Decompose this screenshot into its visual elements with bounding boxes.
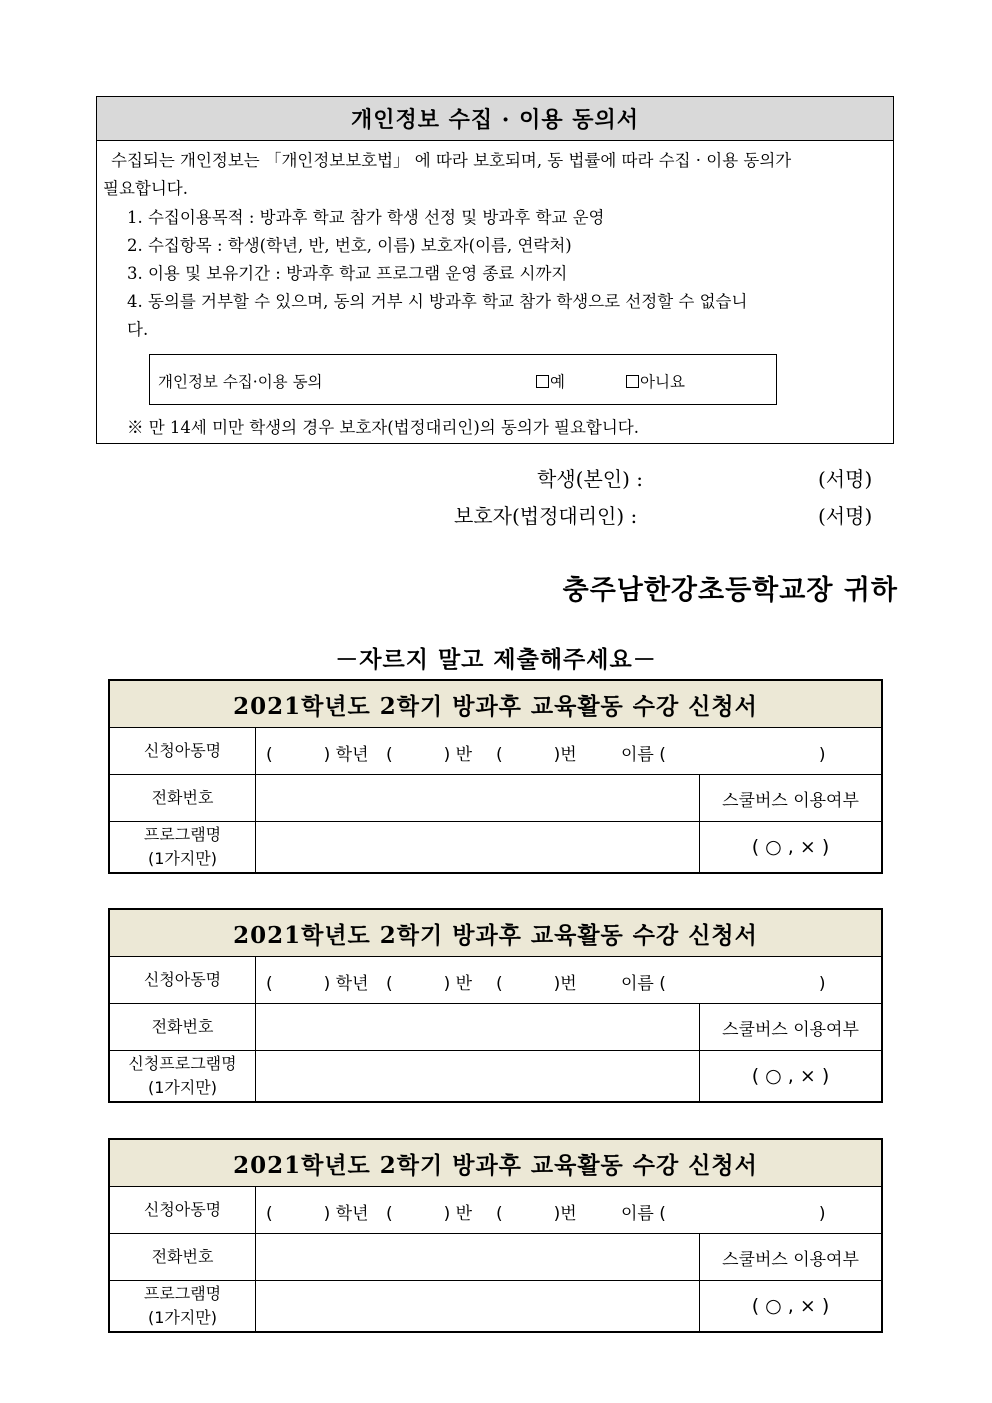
phone-input[interactable] bbox=[256, 775, 700, 821]
number-field[interactable]: ( )번 bbox=[496, 974, 577, 994]
program-label: 신청프로그램명 (1가지만) bbox=[110, 1051, 256, 1101]
student-sign-label: 학생(본인) : bbox=[537, 467, 643, 491]
student-name-field[interactable]: 이름 ( ) bbox=[621, 1204, 826, 1224]
consent-note: ※ 만 14세 미만 학생의 경우 보호자(법정대리인)의 동의가 필요합니다. bbox=[127, 418, 639, 437]
guardian-sign-mark[interactable]: (서명) bbox=[818, 504, 873, 528]
bus-choice[interactable]: ( ○ , × ) bbox=[751, 836, 830, 858]
phone-label: 전화번호 bbox=[110, 775, 256, 821]
number-field[interactable]: ( )번 bbox=[496, 1204, 577, 1224]
phone-label: 전화번호 bbox=[110, 1234, 256, 1280]
consent-intro-line1: 수집되는 개인정보는 「개인정보보호법」 에 따라 보호되며, 동 법률에 따라 수집 · 이용 동의가 bbox=[111, 151, 792, 170]
name-fields[interactable] bbox=[256, 728, 881, 774]
number-field[interactable]: ( )번 bbox=[496, 745, 577, 765]
application-form-3 bbox=[108, 1138, 883, 1333]
program-input[interactable] bbox=[256, 1051, 700, 1101]
bus-label: 스쿨버스 이용여부 bbox=[722, 790, 859, 811]
phone-label: 전화번호 bbox=[110, 1004, 256, 1050]
name-label: 신청아동명 bbox=[110, 728, 256, 774]
class-field[interactable]: ( ) 반 bbox=[386, 974, 473, 994]
cut-note: －자르지 말고 제출해주세요－ bbox=[335, 647, 657, 673]
phone-input[interactable] bbox=[256, 1004, 700, 1050]
name-fields[interactable] bbox=[256, 1187, 881, 1233]
student-name-field[interactable]: 이름 ( ) bbox=[621, 974, 826, 994]
agree-label: 개인정보 수집·이용 동의 bbox=[158, 373, 323, 391]
form-title: 2021학년도 2학기 방과후 교육활동 수강 신청서 bbox=[110, 910, 881, 956]
consent-intro-line2: 필요합니다. bbox=[103, 179, 188, 198]
program-row bbox=[110, 1280, 881, 1331]
bus-label: 스쿨버스 이용여부 bbox=[722, 1019, 859, 1040]
program-row bbox=[110, 1050, 881, 1101]
phone-row bbox=[110, 774, 881, 821]
consent-box bbox=[96, 96, 894, 444]
bus-choice[interactable]: ( ○ , × ) bbox=[751, 1065, 830, 1087]
guardian-sign-label: 보호자(법정대리인) : bbox=[454, 504, 638, 528]
student-name-field[interactable]: 이름 ( ) bbox=[621, 745, 826, 765]
consent-item-4: 4. 동의를 거부할 수 있으며, 동의 거부 시 방과후 학교 참가 학생으로 선정할 수 없습니 bbox=[127, 292, 748, 311]
consent-item-3: 3. 이용 및 보유기간 : 방과후 학교 프로그램 운영 종료 시까지 bbox=[127, 264, 568, 283]
application-form-2 bbox=[108, 908, 883, 1103]
student-sign-mark[interactable]: (서명) bbox=[818, 467, 873, 491]
class-field[interactable]: ( ) 반 bbox=[386, 1204, 473, 1224]
program-row bbox=[110, 821, 881, 872]
name-label: 신청아동명 bbox=[110, 957, 256, 1003]
name-row bbox=[110, 1186, 881, 1233]
program-input[interactable] bbox=[256, 822, 700, 872]
grade-field[interactable]: ( ) 학년 bbox=[266, 974, 369, 994]
consent-title: 개인정보 수집 · 이용 동의서 bbox=[97, 97, 893, 141]
consent-item-1: 1. 수집이용목적 : 방과후 학교 참가 학생 선정 및 방과후 학교 운영 bbox=[127, 208, 605, 227]
program-input[interactable] bbox=[256, 1281, 700, 1331]
phone-row bbox=[110, 1003, 881, 1050]
agree-no-option[interactable]: 아니요 bbox=[626, 370, 685, 392]
program-label: 프로그램명 (1가지만) bbox=[110, 1281, 256, 1331]
grade-field[interactable]: ( ) 학년 bbox=[266, 1204, 369, 1224]
application-form-1 bbox=[108, 679, 883, 874]
form-title: 2021학년도 2학기 방과후 교육활동 수강 신청서 bbox=[110, 1140, 881, 1186]
program-label: 프로그램명 (1가지만) bbox=[110, 822, 256, 872]
grade-field[interactable]: ( ) 학년 bbox=[266, 745, 369, 765]
name-row bbox=[110, 956, 881, 1003]
consent-item-2: 2. 수집항목 : 학생(학년, 반, 번호, 이름) 보호자(이름, 연락처) bbox=[127, 236, 572, 255]
checkbox-yes[interactable] bbox=[536, 375, 549, 388]
agree-yes-option[interactable]: 예 bbox=[536, 370, 565, 392]
recipient: 충주남한강초등학교장 귀하 bbox=[562, 575, 898, 606]
form-title: 2021학년도 2학기 방과후 교육활동 수강 신청서 bbox=[110, 681, 881, 727]
agree-box bbox=[149, 354, 777, 405]
name-row bbox=[110, 727, 881, 774]
phone-input[interactable] bbox=[256, 1234, 700, 1280]
bus-label: 스쿨버스 이용여부 bbox=[722, 1249, 859, 1270]
class-field[interactable]: ( ) 반 bbox=[386, 745, 473, 765]
name-label: 신청아동명 bbox=[110, 1187, 256, 1233]
bus-choice[interactable]: ( ○ , × ) bbox=[751, 1295, 830, 1317]
consent-item-4-cont: 다. bbox=[127, 320, 149, 339]
checkbox-no[interactable] bbox=[626, 375, 639, 388]
name-fields[interactable] bbox=[256, 957, 881, 1003]
phone-row bbox=[110, 1233, 881, 1280]
